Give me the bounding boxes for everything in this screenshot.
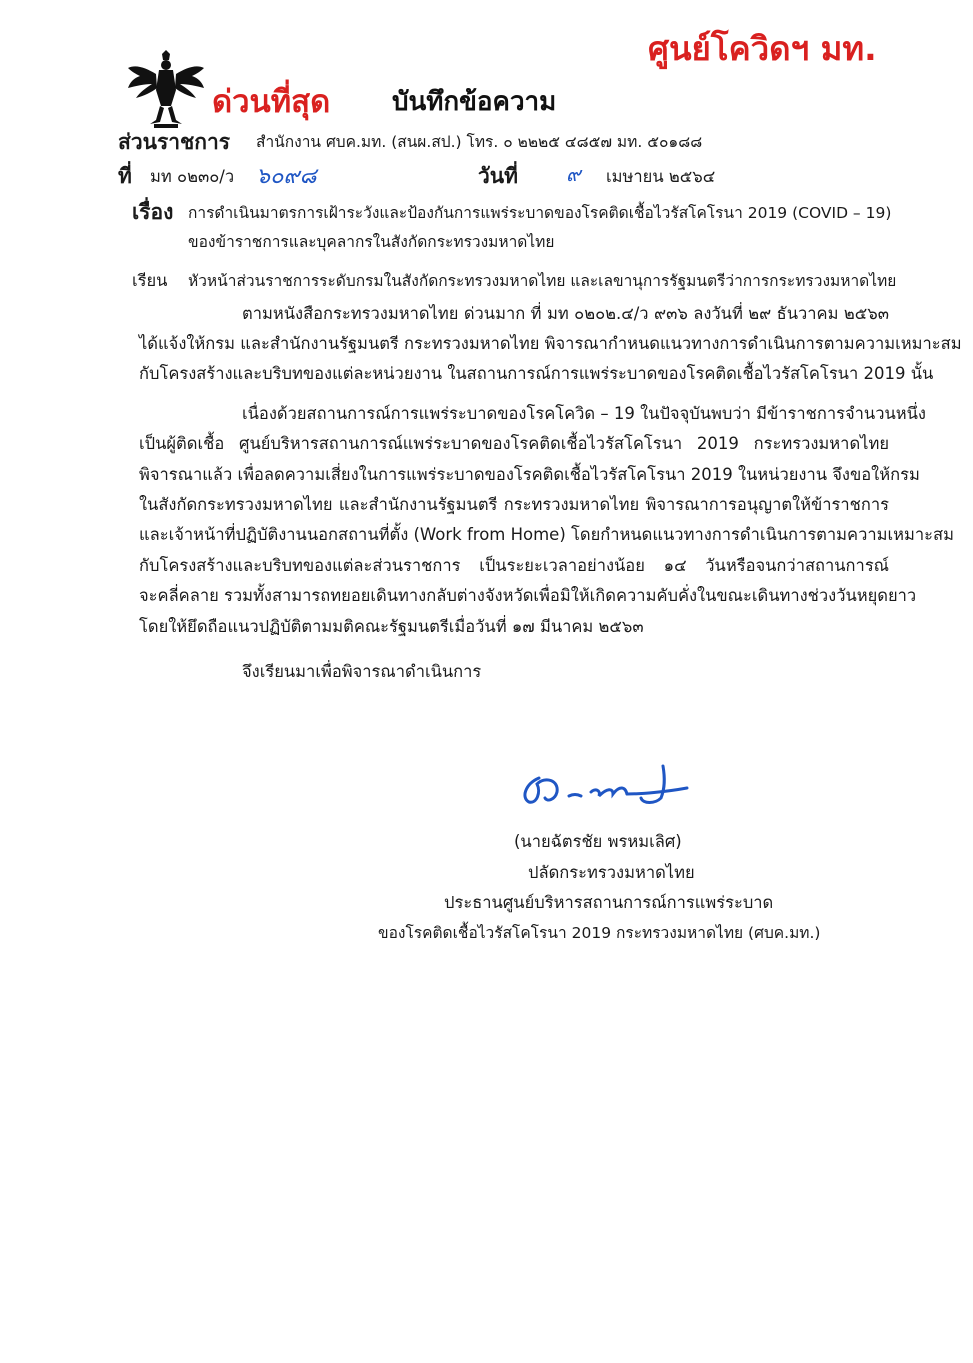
handwritten-signature [515,758,695,818]
signer-title: ปลัดกระทรวงมหาดไทย [528,863,695,882]
garuda-emblem-icon [126,50,206,130]
paragraph-line: จะคลี่คลาย รวมทั้งสามารถทยอยเดินทางกลับต่างจังหวัดเพื่อมิให้เกิดความคับคั่งในขณะเดินทางช่วงวันหยุดยาว [139,586,917,605]
paragraph-line: กับโครงสร้างและบริบทของแต่ละส่วนราชการ เป็นระยะเวลาอย่างน้อย ๑๔ วันหรือจนกว่าสถานการณ์ [139,556,889,575]
signer-role-line-2: ของโรคติดเชื้อไวรัสโคโรนา 2019 กระทรวงมหาดไทย (ศบค.มท.) [378,924,821,942]
to-label: เรียน [132,271,168,290]
urgency-stamp: ด่วนที่สุด [212,84,331,120]
paragraph-line: เป็นผู้ติดเชื้อ ศูนย์บริหารสถานการณ์แพร่ระบาดของโรคติดเชื้อไวรัสโคโรนา 2019 กระทรวงมหาดไทย [139,434,889,453]
to-value: หัวหน้าส่วนราชการระดับกรมในสังกัดกระทรวงมหาดไทย และเลขานุการรัฐมนตรีว่าการกระทรวงมหาดไทย [188,272,897,290]
covid-center-stamp: ศูนย์โควิดฯ มท. [648,29,877,68]
ref-prefix: มท ๐๒๓๐/ว [150,167,235,186]
ref-handwritten-number: ๖๐๙๘ [256,164,317,189]
paragraph-line: ตามหนังสือกระทรวงมหาดไทย ด่วนมาก ที่ มท ๐๒๐๒.๔/ว ๙๓๖ ลงวันที่ ๒๙ ธันวาคม ๒๕๖๓ [242,304,889,323]
ref-label: ที่ [118,164,132,188]
closing-line: จึงเรียนมาเพื่อพิจารณาดำเนินการ [242,662,482,681]
org-value: สำนักงาน ศบค.มท. (สนผ.สป.) โทร. ๐ ๒๒๒๕ ๔๘๕๗ มท. ๕๐๑๘๘ [256,133,703,151]
date-month-year: เมษายน ๒๕๖๔ [606,167,716,186]
date-label: วันที่ [478,164,518,188]
document-type-title: บันทึกข้อความ [392,87,557,117]
paragraph-line: ในสังกัดกระทรวงมหาดไทย และสำนักงานรัฐมนตรี กระทรวงมหาดไทย พิจารณาการอนุญาตให้ข้าราชการ [139,495,889,514]
subject-label: เรื่อง [132,200,174,224]
paragraph-line: และเจ้าหน้าที่ปฏิบัติงานนอกสถานที่ตั้ง (Work from Home) โดยกำหนดแนวทางการดำเนินการตามความเหมาะสม [139,525,954,544]
paragraph-line: กับโครงสร้างและบริบทของแต่ละหน่วยงาน ในสถานการณ์การแพร่ระบาดของโรคติดเชื้อไวรัสโคโรนา 2019 นั้น [139,364,934,383]
subject-line-2: ของข้าราชการและบุคลากรในสังกัดกระทรวงมหาดไทย [188,233,555,251]
paragraph-line: ได้แจ้งให้กรม และสำนักงานรัฐมนตรี กระทรวงมหาดไทย พิจารณากำหนดแนวทางการดำเนินการตามความเหมาะสม [139,334,962,353]
subject-line-1: การดำเนินมาตรการเฝ้าระวังและป้องกันการแพร่ระบาดของโรคติดเชื้อไวรัสโคโรนา 2019 (COVID – 19) [188,204,892,222]
paragraph-line: โดยให้ยึดถือแนวปฏิบัติตามมติคณะรัฐมนตรีเมื่อวันที่ ๑๗ มีนาคม ๒๕๖๓ [139,617,644,636]
paragraph-line: เนื่องด้วยสถานการณ์การแพร่ระบาดของโรคโควิด – 19 ในปัจจุบันพบว่า มีข้าราชการจำนวนหนึ่ง [242,404,926,423]
signer-role-line-1: ประธานศูนย์บริหารสถานการณ์การแพร่ระบาด [444,893,774,912]
paragraph-line: พิจารณาแล้ว เพื่อลดความเสี่ยงในการแพร่ระบาดของโรคติดเชื้อไวรัสโคโรนา 2019 ในหน่วยงาน จึงขอให้กรม [139,465,920,484]
date-day: ๙ [566,162,581,186]
org-label: ส่วนราชการ [118,130,231,154]
signer-name: (นายฉัตรชัย พรหมเลิศ) [514,832,682,851]
